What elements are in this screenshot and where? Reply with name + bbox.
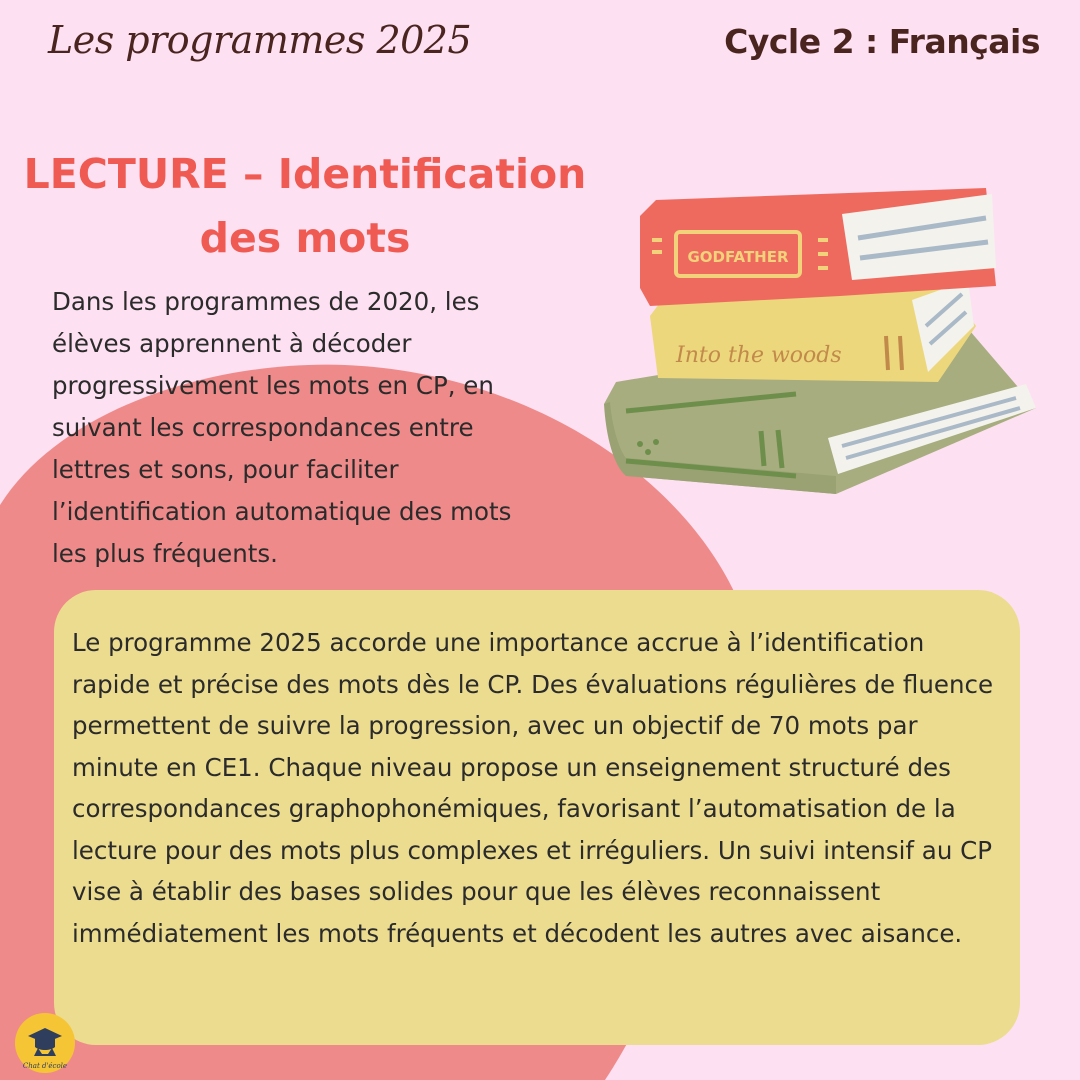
red-book [640,188,996,306]
intro-paragraph: Dans les programmes de 2020, les élèves apprennent à décoder progressivement les mots en CP, en suivant les correspondances entre lettres et sons, pour faciliter l’identification automatique des mots les plus fréquents. [52,287,512,568]
subject-label: Cycle 2 : Français [724,22,1040,61]
page-title [20,142,590,270]
books-stack-illustration [596,176,1058,506]
school-cat-logo [14,1012,76,1074]
top-book-title: GODFATHER [687,248,789,266]
logo-text: Chat d'école [22,1062,68,1070]
highlight-box: Le programme 2025 accorde une importance accrue à l’identification rapide et précise des mots dès le CP. Des évaluations régulières de fluence permettent de suivre la progression, avec un objectif de 70 mots par minute en CE1. Chaque niveau propose un enseignement structuré des correspondances graphophonémiques, favorisant l’automatisation de la lecture pour des mots plus complexes et irréguliers. Un suivi intensif au CP vise à établir des bases solides pour que les élèves reconnaissent immédiatement les mots fréquents et décodent les autres avec aisance. [54,590,1020,1045]
middle-book-title: Into the woods [676,343,842,368]
title-line-2: des mots [199,214,411,262]
title-line-1: LECTURE – Identification [23,150,587,198]
series-title: Les programmes 2025 [48,18,472,62]
